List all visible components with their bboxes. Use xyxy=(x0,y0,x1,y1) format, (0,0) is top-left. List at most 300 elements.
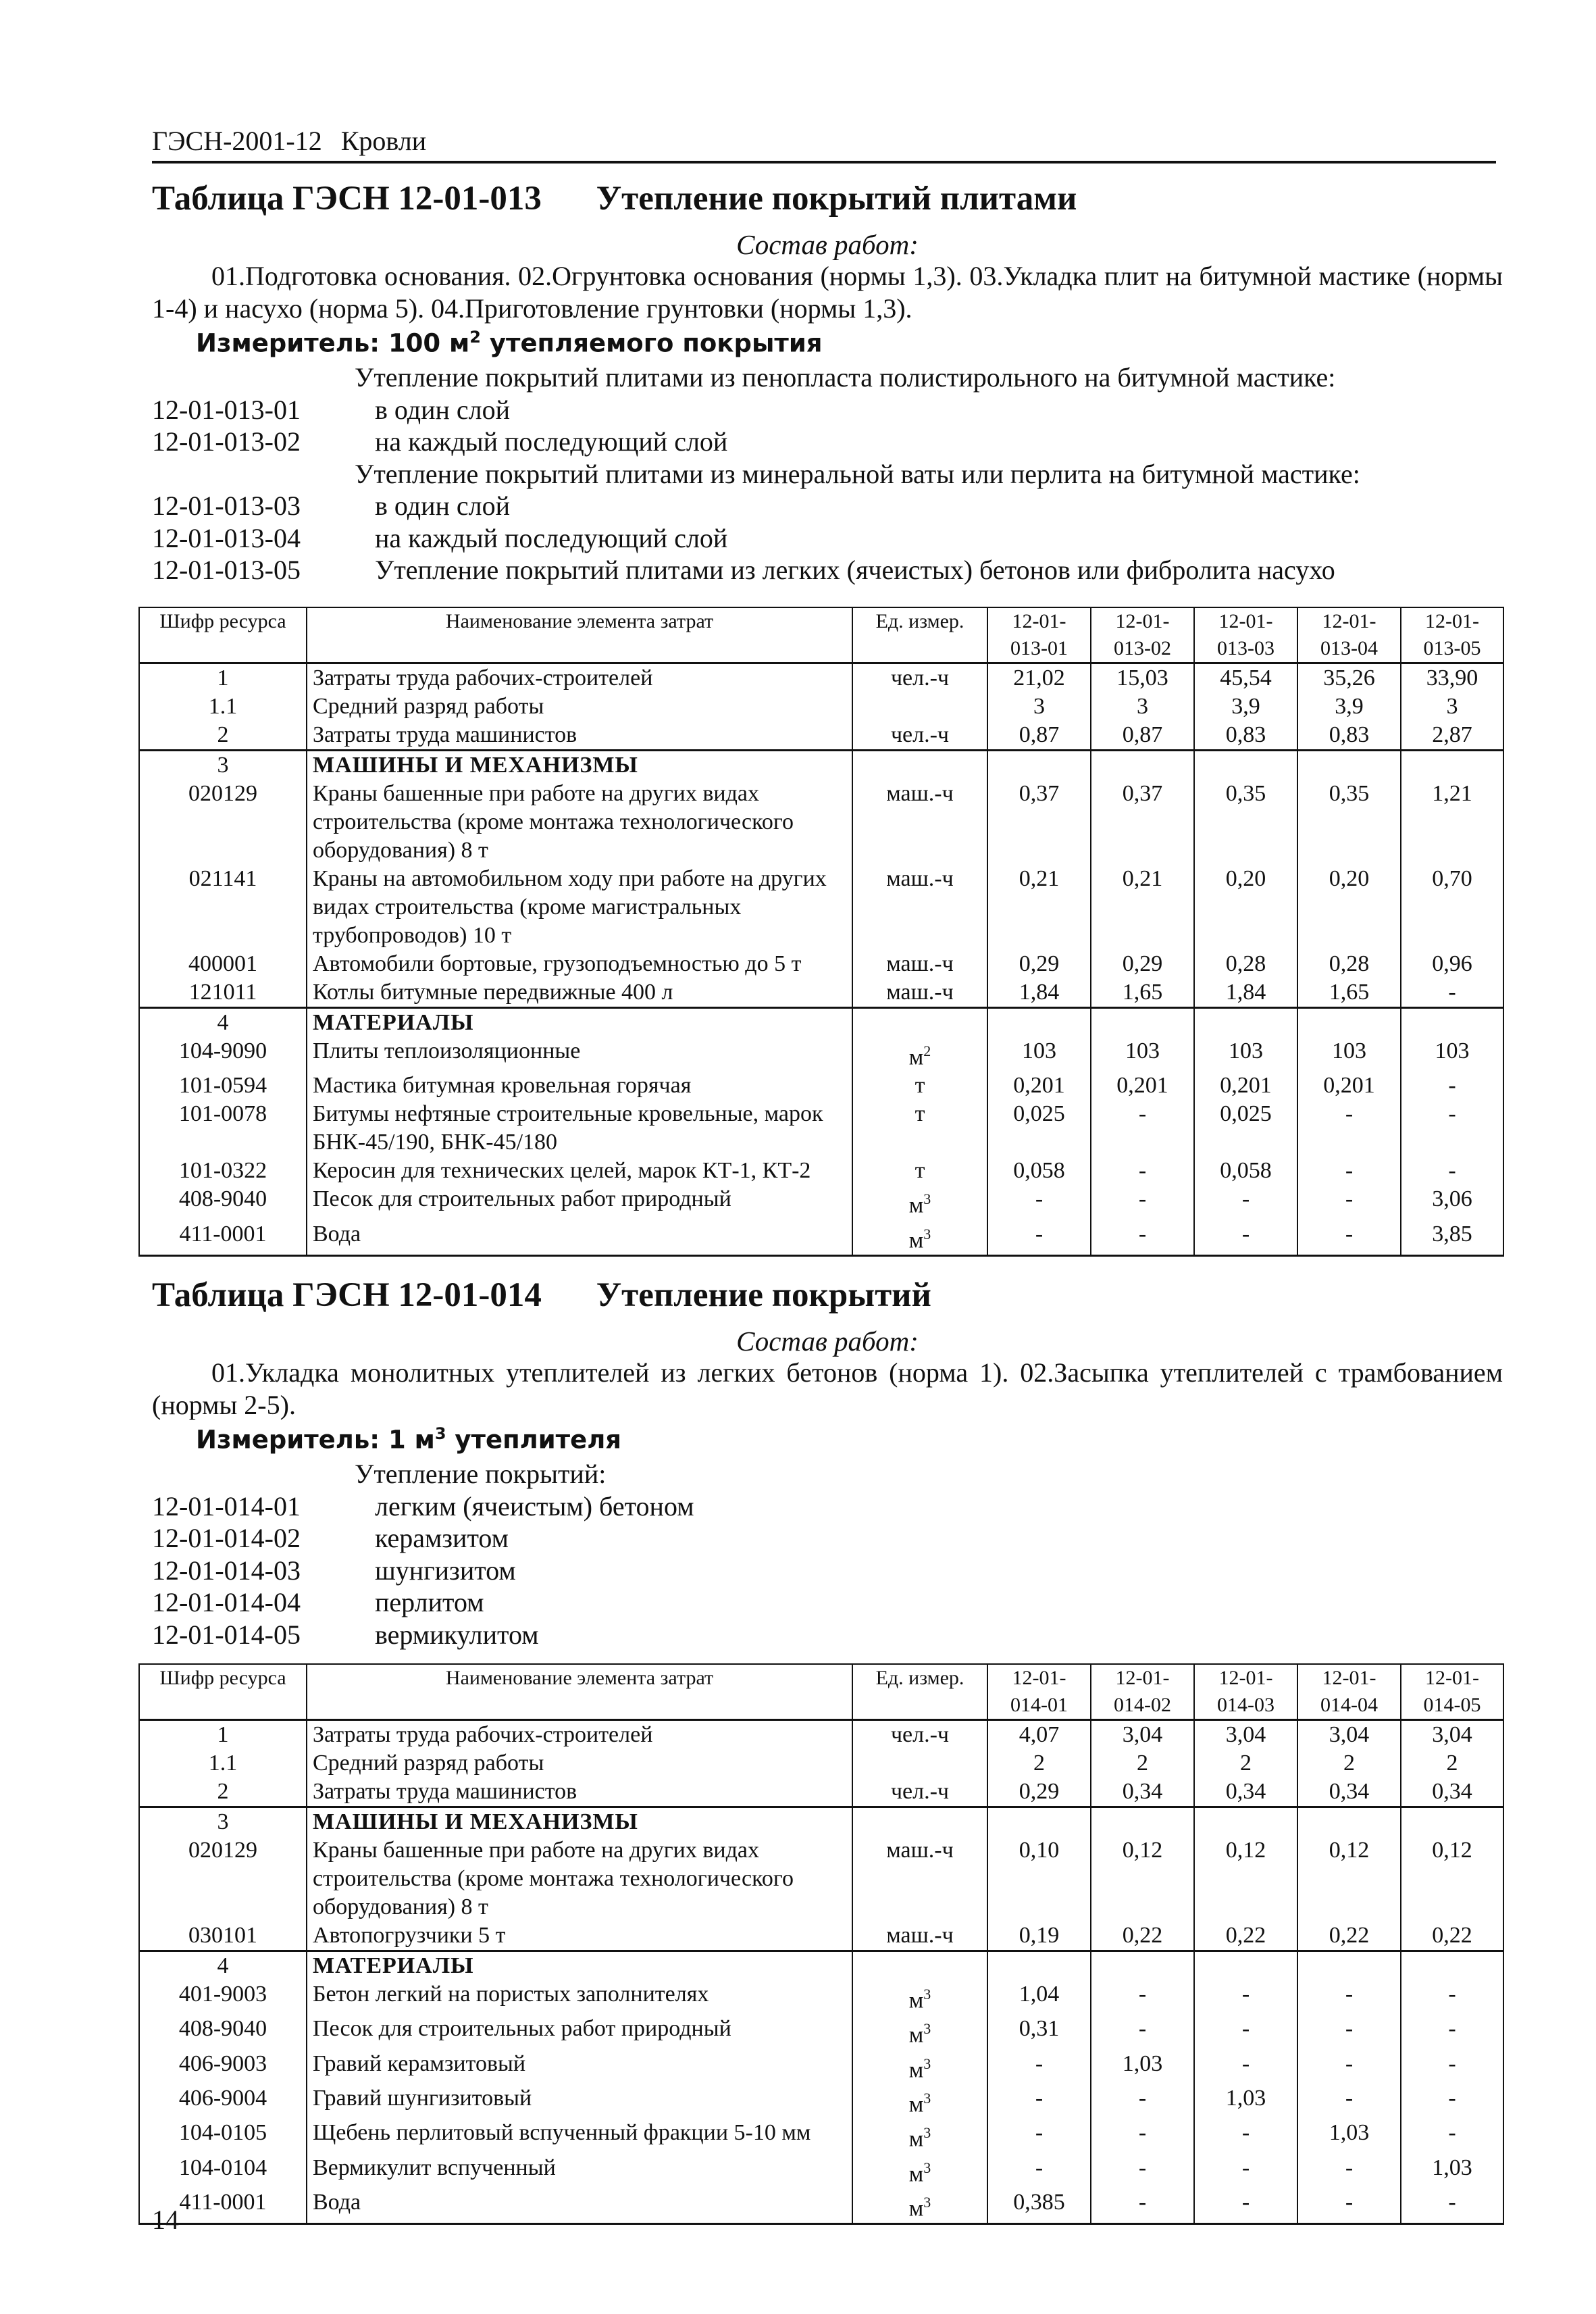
table-row xyxy=(139,1037,1503,1072)
sostav-label: Состав работ: xyxy=(736,1326,919,1357)
value-cell xyxy=(1194,751,1297,780)
table-row xyxy=(139,2015,1503,2049)
value-cell: - xyxy=(1091,1100,1194,1157)
resource-code: 104-0104 xyxy=(139,2154,307,2188)
value-cell xyxy=(1401,751,1503,780)
unit-cell xyxy=(852,1778,987,1807)
value-cell: - xyxy=(1297,1220,1401,1256)
izmeritel-label: Измеритель: xyxy=(196,328,380,358)
resource-name: Затраты труда машинистов xyxy=(307,1778,852,1807)
resource-code: 406-9003 xyxy=(139,2050,307,2084)
variant-code: 12-01-014-02 xyxy=(152,1523,301,1554)
value-cell: 103 xyxy=(987,1037,1091,1072)
unit: чел.-ч xyxy=(890,1722,950,1747)
table-row xyxy=(139,1072,1503,1100)
unit-sup: 3 xyxy=(923,1986,931,2003)
unit: т xyxy=(915,1158,925,1184)
value-cell: 1,03 xyxy=(1401,2154,1503,2188)
value-cell: 3,04 xyxy=(1194,1720,1297,1750)
variant-name: Утепление покрытий плитами из легких (ячеистых) бетонов или фибролита насухо xyxy=(375,555,1335,586)
value-cell: - xyxy=(1194,2188,1297,2224)
value-cell xyxy=(987,751,1091,780)
sostav-text: 01.Подготовка основания. 02.Огрунтовка основания (нормы 1,3). 03.Укладка плит на битумной мастике (нормы 1-4) и насухо (норма 5). 04.Приготовление грунтовки (нормы 1,3). xyxy=(152,261,1503,324)
value-cell: 0,34 xyxy=(1401,1778,1503,1807)
unit: м xyxy=(908,2196,924,2221)
column-header: 12-01- 013-01 xyxy=(987,607,1091,663)
variant-row xyxy=(152,394,1503,426)
value-cell: 1,65 xyxy=(1091,978,1194,1008)
variant-row xyxy=(152,522,1503,555)
table-013-title xyxy=(152,179,1503,218)
value-cell: 3 xyxy=(987,693,1091,721)
value-cell: - xyxy=(1297,1100,1401,1157)
variant-row xyxy=(152,1619,1503,1651)
variant-row xyxy=(152,1586,1503,1619)
value-cell: 0,29 xyxy=(987,950,1091,978)
table-row xyxy=(139,721,1503,751)
izmeritel-rest: утепляемого покрытия xyxy=(489,328,823,358)
table-row xyxy=(139,1749,1503,1778)
resource-code: 101-0594 xyxy=(139,1072,307,1100)
column-header: 12-01- 014-05 xyxy=(1401,1664,1503,1720)
resource-code: 4 xyxy=(139,1951,307,1981)
value-cell: 35,26 xyxy=(1297,663,1401,693)
unit-cell xyxy=(852,1037,987,1072)
unit-cell xyxy=(852,2084,987,2119)
variant-heading: Утепление покрытий плитами из минеральной ваты или перлита на битумной мастике: xyxy=(355,458,1360,489)
table-row xyxy=(139,663,1503,693)
resource-code: 021141 xyxy=(139,865,307,950)
unit-cell xyxy=(852,1008,987,1038)
value-cell: - xyxy=(1401,1980,1503,2015)
value-cell: 1,03 xyxy=(1091,2050,1194,2084)
value-cell xyxy=(1401,1008,1503,1038)
value-cell: - xyxy=(1091,2154,1194,2188)
unit-cell xyxy=(852,1836,987,1921)
resource-code: 400001 xyxy=(139,950,307,978)
unit-cell xyxy=(852,1185,987,1219)
table-row xyxy=(139,2188,1503,2224)
variant-code: 12-01-013-01 xyxy=(152,394,301,425)
resource-code: 101-0322 xyxy=(139,1157,307,1185)
value-cell: 0,22 xyxy=(1194,1921,1297,1951)
unit-cell xyxy=(852,1951,987,1981)
column-header: 12-01- 014-04 xyxy=(1297,1664,1401,1720)
value-cell: - xyxy=(1401,978,1503,1008)
column-header-row xyxy=(139,1664,1503,1720)
table-014-section xyxy=(152,1276,1503,1651)
value-cell: 3,9 xyxy=(1194,693,1297,721)
column-header: Ед. измер. xyxy=(852,1664,987,1720)
unit-cell xyxy=(852,950,987,978)
unit-cell xyxy=(852,1807,987,1837)
unit: м xyxy=(908,1192,924,1218)
resource-code: 408-9040 xyxy=(139,2015,307,2049)
table-row xyxy=(139,1185,1503,1219)
resource-code: 408-9040 xyxy=(139,1185,307,1219)
value-cell: - xyxy=(1194,1980,1297,2015)
izmeritel-sup: 2 xyxy=(469,328,481,347)
column-header: 12-01- 013-02 xyxy=(1091,607,1194,663)
unit-cell xyxy=(852,1980,987,2015)
value-cell: 0,70 xyxy=(1401,865,1503,950)
unit-cell xyxy=(852,865,987,950)
column-header: 12-01- 014-02 xyxy=(1091,1664,1194,1720)
resource-code: 1 xyxy=(139,663,307,693)
resource-code: 411-0001 xyxy=(139,1220,307,1256)
column-header: Наименование элемента затрат xyxy=(307,607,852,663)
unit: маш.-ч xyxy=(886,951,954,976)
value-cell: 4,07 xyxy=(987,1720,1091,1750)
table-014-name: Утепление покрытий xyxy=(596,1276,931,1314)
value-cell: 103 xyxy=(1297,1037,1401,1072)
variant-row xyxy=(152,361,1503,394)
value-cell: 0,20 xyxy=(1194,865,1297,950)
value-cell: - xyxy=(1401,1072,1503,1100)
unit: м xyxy=(908,2126,924,2152)
unit-cell xyxy=(852,2015,987,2049)
value-cell: - xyxy=(987,2084,1091,2119)
resource-name: Вода xyxy=(307,1220,852,1256)
value-cell xyxy=(987,1951,1091,1981)
value-cell xyxy=(1297,751,1401,780)
resource-name: Гравий керамзитовый xyxy=(307,2050,852,2084)
variants-list xyxy=(152,361,1503,586)
izmeritel-value: 1 м xyxy=(388,1425,435,1455)
resource-name: Битумы нефтяные строительные кровельные, марок БНК-45/190, БНК-45/180 xyxy=(307,1100,852,1157)
value-cell: 0,35 xyxy=(1297,780,1401,865)
izmeritel xyxy=(196,1424,1503,1454)
value-cell: - xyxy=(987,1220,1091,1256)
value-cell: 1,03 xyxy=(1297,2119,1401,2153)
resource-name: Керосин для технических целей, марок КТ-1, КТ-2 xyxy=(307,1157,852,1185)
value-cell: 0,12 xyxy=(1091,1836,1194,1921)
value-cell: 0,201 xyxy=(1297,1072,1401,1100)
value-cell: 0,29 xyxy=(987,1778,1091,1807)
value-cell: 103 xyxy=(1401,1037,1503,1072)
page-number: 14 xyxy=(152,2205,179,2235)
column-header: Наименование элемента затрат xyxy=(307,1664,852,1720)
table-row xyxy=(139,1220,1503,1256)
resource-name: МАШИНЫ И МЕХАНИЗМЫ xyxy=(307,1807,852,1837)
resource-name: Бетон легкий на пористых заполнителях xyxy=(307,1980,852,2015)
value-cell: 1,84 xyxy=(987,978,1091,1008)
table-row xyxy=(139,865,1503,950)
value-cell xyxy=(1194,1951,1297,1981)
variant-code: 12-01-013-04 xyxy=(152,522,301,553)
value-cell: - xyxy=(1401,2188,1503,2224)
value-cell xyxy=(1091,751,1194,780)
resource-name: Средний разряд работы xyxy=(307,693,852,721)
variant-code: 12-01-014-01 xyxy=(152,1490,301,1521)
value-cell: - xyxy=(1401,2119,1503,2153)
value-cell: 3,04 xyxy=(1297,1720,1401,1750)
value-cell: 0,201 xyxy=(1194,1072,1297,1100)
resource-name: Краны на автомобильном ходу при работе на других видах строительства (кроме магистральных трубопроводов) 10 т xyxy=(307,865,852,950)
table-row xyxy=(139,1157,1503,1185)
value-cell: 0,12 xyxy=(1401,1836,1503,1921)
value-cell: 2 xyxy=(1401,1749,1503,1778)
table-row xyxy=(139,1100,1503,1157)
resource-name: Вермикулит вспученный xyxy=(307,2154,852,2188)
variant-row xyxy=(152,554,1503,586)
unit-cell xyxy=(852,1072,987,1100)
variant-name: вермикулитом xyxy=(375,1619,539,1650)
variant-code: 12-01-014-04 xyxy=(152,1587,301,1618)
izmeritel-value: 100 м xyxy=(388,328,470,358)
value-cell: 0,201 xyxy=(1091,1072,1194,1100)
resource-code: 104-9090 xyxy=(139,1037,307,1072)
value-cell: 3,85 xyxy=(1401,1220,1503,1256)
unit-cell xyxy=(852,693,987,721)
unit: маш.-ч xyxy=(886,1923,954,1948)
resource-name: Вода xyxy=(307,2188,852,2224)
value-cell: - xyxy=(987,2119,1091,2153)
column-header-row xyxy=(139,607,1503,663)
value-cell: 3,9 xyxy=(1297,693,1401,721)
unit: маш.-ч xyxy=(886,781,954,806)
resource-name: Затраты труда рабочих-строителей xyxy=(307,663,852,693)
unit-cell xyxy=(852,1749,987,1778)
resource-name: Котлы битумные передвижные 400 л xyxy=(307,978,852,1008)
unit-cell xyxy=(852,1220,987,1256)
resource-code: 104-0105 xyxy=(139,2119,307,2153)
value-cell: - xyxy=(1091,2188,1194,2224)
value-cell: 0,12 xyxy=(1297,1836,1401,1921)
value-cell: 0,34 xyxy=(1297,1778,1401,1807)
variant-row xyxy=(152,1490,1503,1523)
resource-name: Щебень перлитовый вспученный фракции 5-10 мм xyxy=(307,2119,852,2153)
resource-name: Краны башенные при работе на других видах строительства (кроме монтажа технологического оборудования) 8 т xyxy=(307,1836,852,1921)
resource-name: Песок для строительных работ природный xyxy=(307,1185,852,1219)
value-cell: 0,37 xyxy=(987,780,1091,865)
unit: чел.-ч xyxy=(890,1779,950,1804)
value-cell: 0,20 xyxy=(1297,865,1401,950)
table-row xyxy=(139,693,1503,721)
running-header xyxy=(152,125,1496,164)
table-row xyxy=(139,1836,1503,1921)
unit-sup: 3 xyxy=(923,2193,931,2211)
value-cell: 1,21 xyxy=(1401,780,1503,865)
sostav-text: 01.Укладка монолитных утеплителей из легких бетонов (норма 1). 02.Засыпка утеплителей с трамбованием (нормы 2-5). xyxy=(152,1357,1503,1420)
column-header: Ед. измер. xyxy=(852,607,987,663)
value-cell: 3,04 xyxy=(1401,1720,1503,1750)
value-cell: - xyxy=(1194,1185,1297,1219)
resource-name: Затраты труда машинистов xyxy=(307,721,852,751)
unit-cell xyxy=(852,1921,987,1951)
variant-row xyxy=(152,1522,1503,1555)
resource-code: 020129 xyxy=(139,780,307,865)
variant-code: 12-01-013-05 xyxy=(152,555,301,586)
value-cell: - xyxy=(987,2154,1091,2188)
value-cell: - xyxy=(1091,1220,1194,1256)
resource-code: 101-0078 xyxy=(139,1100,307,1157)
resource-code: 2 xyxy=(139,721,307,751)
unit: чел.-ч xyxy=(890,665,950,690)
unit-cell xyxy=(852,2154,987,2188)
unit-cell xyxy=(852,2050,987,2084)
value-cell xyxy=(1297,1951,1401,1981)
column-header: 12-01- 013-04 xyxy=(1297,607,1401,663)
value-cell: - xyxy=(1091,2084,1194,2119)
resource-code: 121011 xyxy=(139,978,307,1008)
value-cell: - xyxy=(1194,2050,1297,2084)
value-cell: 103 xyxy=(1194,1037,1297,1072)
value-cell: 0,83 xyxy=(1194,721,1297,751)
value-cell: 0,83 xyxy=(1297,721,1401,751)
value-cell: - xyxy=(1401,2050,1503,2084)
value-cell: 0,29 xyxy=(1091,950,1194,978)
unit: м xyxy=(908,2057,924,2082)
resource-name: Автопогрузчики 5 т xyxy=(307,1921,852,1951)
value-cell: - xyxy=(1297,2015,1401,2049)
resource-name: Гравий шунгизитовый xyxy=(307,2084,852,2119)
table-row xyxy=(139,780,1503,865)
unit: м xyxy=(908,2092,924,2117)
value-cell: - xyxy=(1297,2188,1401,2224)
value-cell: 0,025 xyxy=(987,1100,1091,1157)
unit: маш.-ч xyxy=(886,1838,954,1863)
value-cell: 1,65 xyxy=(1297,978,1401,1008)
unit: м xyxy=(908,2022,924,2048)
table-row xyxy=(139,751,1503,780)
table-row xyxy=(139,2154,1503,2188)
column-header: Шифр ресурса xyxy=(139,1664,307,1720)
unit-cell xyxy=(852,2188,987,2224)
variant-name: на каждый последующий слой xyxy=(375,522,728,553)
column-header: 12-01- 014-01 xyxy=(987,1664,1091,1720)
value-cell: 3,04 xyxy=(1091,1720,1194,1750)
column-header: Шифр ресурса xyxy=(139,607,307,663)
unit-cell xyxy=(852,721,987,751)
table-013-name: Утепление покрытий плитами xyxy=(596,180,1077,218)
value-cell xyxy=(987,1807,1091,1837)
value-cell: 0,058 xyxy=(987,1157,1091,1185)
value-cell: 0,385 xyxy=(987,2188,1091,2224)
sostav-label: Состав работ: xyxy=(736,229,919,260)
unit: т xyxy=(915,1073,925,1099)
value-cell: 3,06 xyxy=(1401,1185,1503,1219)
value-cell: - xyxy=(987,2050,1091,2084)
value-cell: - xyxy=(1297,2050,1401,2084)
value-cell xyxy=(1401,1807,1503,1837)
izmeritel-sup: 3 xyxy=(434,1424,446,1443)
resource-code: 1 xyxy=(139,1720,307,1750)
value-cell: 0,28 xyxy=(1297,950,1401,978)
value-cell: - xyxy=(1401,1157,1503,1185)
value-cell xyxy=(1091,1807,1194,1837)
value-cell: 2 xyxy=(1091,1749,1194,1778)
resource-name: Мастика битумная кровельная горячая xyxy=(307,1072,852,1100)
table-row xyxy=(139,2050,1503,2084)
value-cell: - xyxy=(1401,1100,1503,1157)
variant-name: керамзитом xyxy=(375,1523,509,1554)
value-cell: 0,21 xyxy=(987,865,1091,950)
value-cell: - xyxy=(1091,1980,1194,2015)
unit-cell xyxy=(852,2119,987,2153)
value-cell: 15,03 xyxy=(1091,663,1194,693)
column-header: 12-01- 013-05 xyxy=(1401,607,1503,663)
value-cell: 0,87 xyxy=(987,721,1091,751)
value-cell: - xyxy=(1091,1185,1194,1219)
value-cell: 0,34 xyxy=(1091,1778,1194,1807)
value-cell: 21,02 xyxy=(987,663,1091,693)
header-section: Кровли xyxy=(340,126,427,156)
unit-sup: 3 xyxy=(923,1225,931,1242)
value-cell: 0,22 xyxy=(1091,1921,1194,1951)
variant-name: в один слой xyxy=(375,491,511,522)
value-cell: 0,22 xyxy=(1401,1921,1503,1951)
value-cell xyxy=(1297,1807,1401,1837)
resource-code: 4 xyxy=(139,1008,307,1038)
table-013-section xyxy=(152,179,1503,586)
value-cell: - xyxy=(987,1185,1091,1219)
table-row xyxy=(139,950,1503,978)
header-doc-code: ГЭСН-2001-12 xyxy=(152,126,322,156)
resource-code: 2 xyxy=(139,1778,307,1807)
value-cell: 0,10 xyxy=(987,1836,1091,1921)
resource-code: 030101 xyxy=(139,1921,307,1951)
unit-cell xyxy=(852,751,987,780)
table-row xyxy=(139,1921,1503,1951)
variant-heading: Утепление покрытий плитами из пенопласта полистирольного на битумной мастике: xyxy=(355,362,1336,393)
unit-cell xyxy=(852,1157,987,1185)
value-cell xyxy=(1194,1008,1297,1038)
unit-sup: 3 xyxy=(923,2089,931,2107)
variant-row xyxy=(152,1458,1503,1490)
value-cell xyxy=(987,1008,1091,1038)
variant-name: шунгизитом xyxy=(375,1555,516,1586)
value-cell: 0,37 xyxy=(1091,780,1194,865)
value-cell: - xyxy=(1297,2084,1401,2119)
unit-cell xyxy=(852,978,987,1008)
unit: м xyxy=(908,1227,924,1253)
value-cell: 1,03 xyxy=(1194,2084,1297,2119)
value-cell: 45,54 xyxy=(1194,663,1297,693)
value-cell: - xyxy=(1401,2015,1503,2049)
izmeritel-label: Измеритель: xyxy=(196,1425,380,1455)
resource-name: Краны башенные при работе на других видах строительства (кроме монтажа технологического оборудования) 8 т xyxy=(307,780,852,865)
unit-cell xyxy=(852,1720,987,1750)
unit: маш.-ч xyxy=(886,980,954,1005)
resource-name: Автомобили бортовые, грузоподъемностью до 5 т xyxy=(307,950,852,978)
resource-code: 1.1 xyxy=(139,693,307,721)
table-014-title xyxy=(152,1276,1503,1315)
value-cell: 0,201 xyxy=(987,1072,1091,1100)
value-cell: - xyxy=(1091,1157,1194,1185)
resource-code: 020129 xyxy=(139,1836,307,1921)
value-cell: - xyxy=(1297,1980,1401,2015)
izmeritel-rest: утеплителя xyxy=(455,1425,622,1455)
unit-cell xyxy=(852,663,987,693)
column-header: 12-01- 013-03 xyxy=(1194,607,1297,663)
table-013-number: Таблица ГЭСН 12-01-013 xyxy=(152,180,542,218)
value-cell: 0,34 xyxy=(1194,1778,1297,1807)
unit: чел.-ч xyxy=(890,722,950,747)
value-cell: 0,025 xyxy=(1194,1100,1297,1157)
variant-code: 12-01-013-03 xyxy=(152,491,301,522)
value-cell: 2,87 xyxy=(1401,721,1503,751)
value-cell xyxy=(1401,1951,1503,1981)
value-cell: 1,84 xyxy=(1194,978,1297,1008)
value-cell: - xyxy=(1194,2154,1297,2188)
resource-code: 1.1 xyxy=(139,1749,307,1778)
resource-code: 411-0001 xyxy=(139,2188,307,2224)
value-cell: 3 xyxy=(1091,693,1194,721)
variant-code: 12-01-013-02 xyxy=(152,426,301,457)
unit: м xyxy=(908,1045,924,1070)
variant-name: перлитом xyxy=(375,1587,484,1618)
